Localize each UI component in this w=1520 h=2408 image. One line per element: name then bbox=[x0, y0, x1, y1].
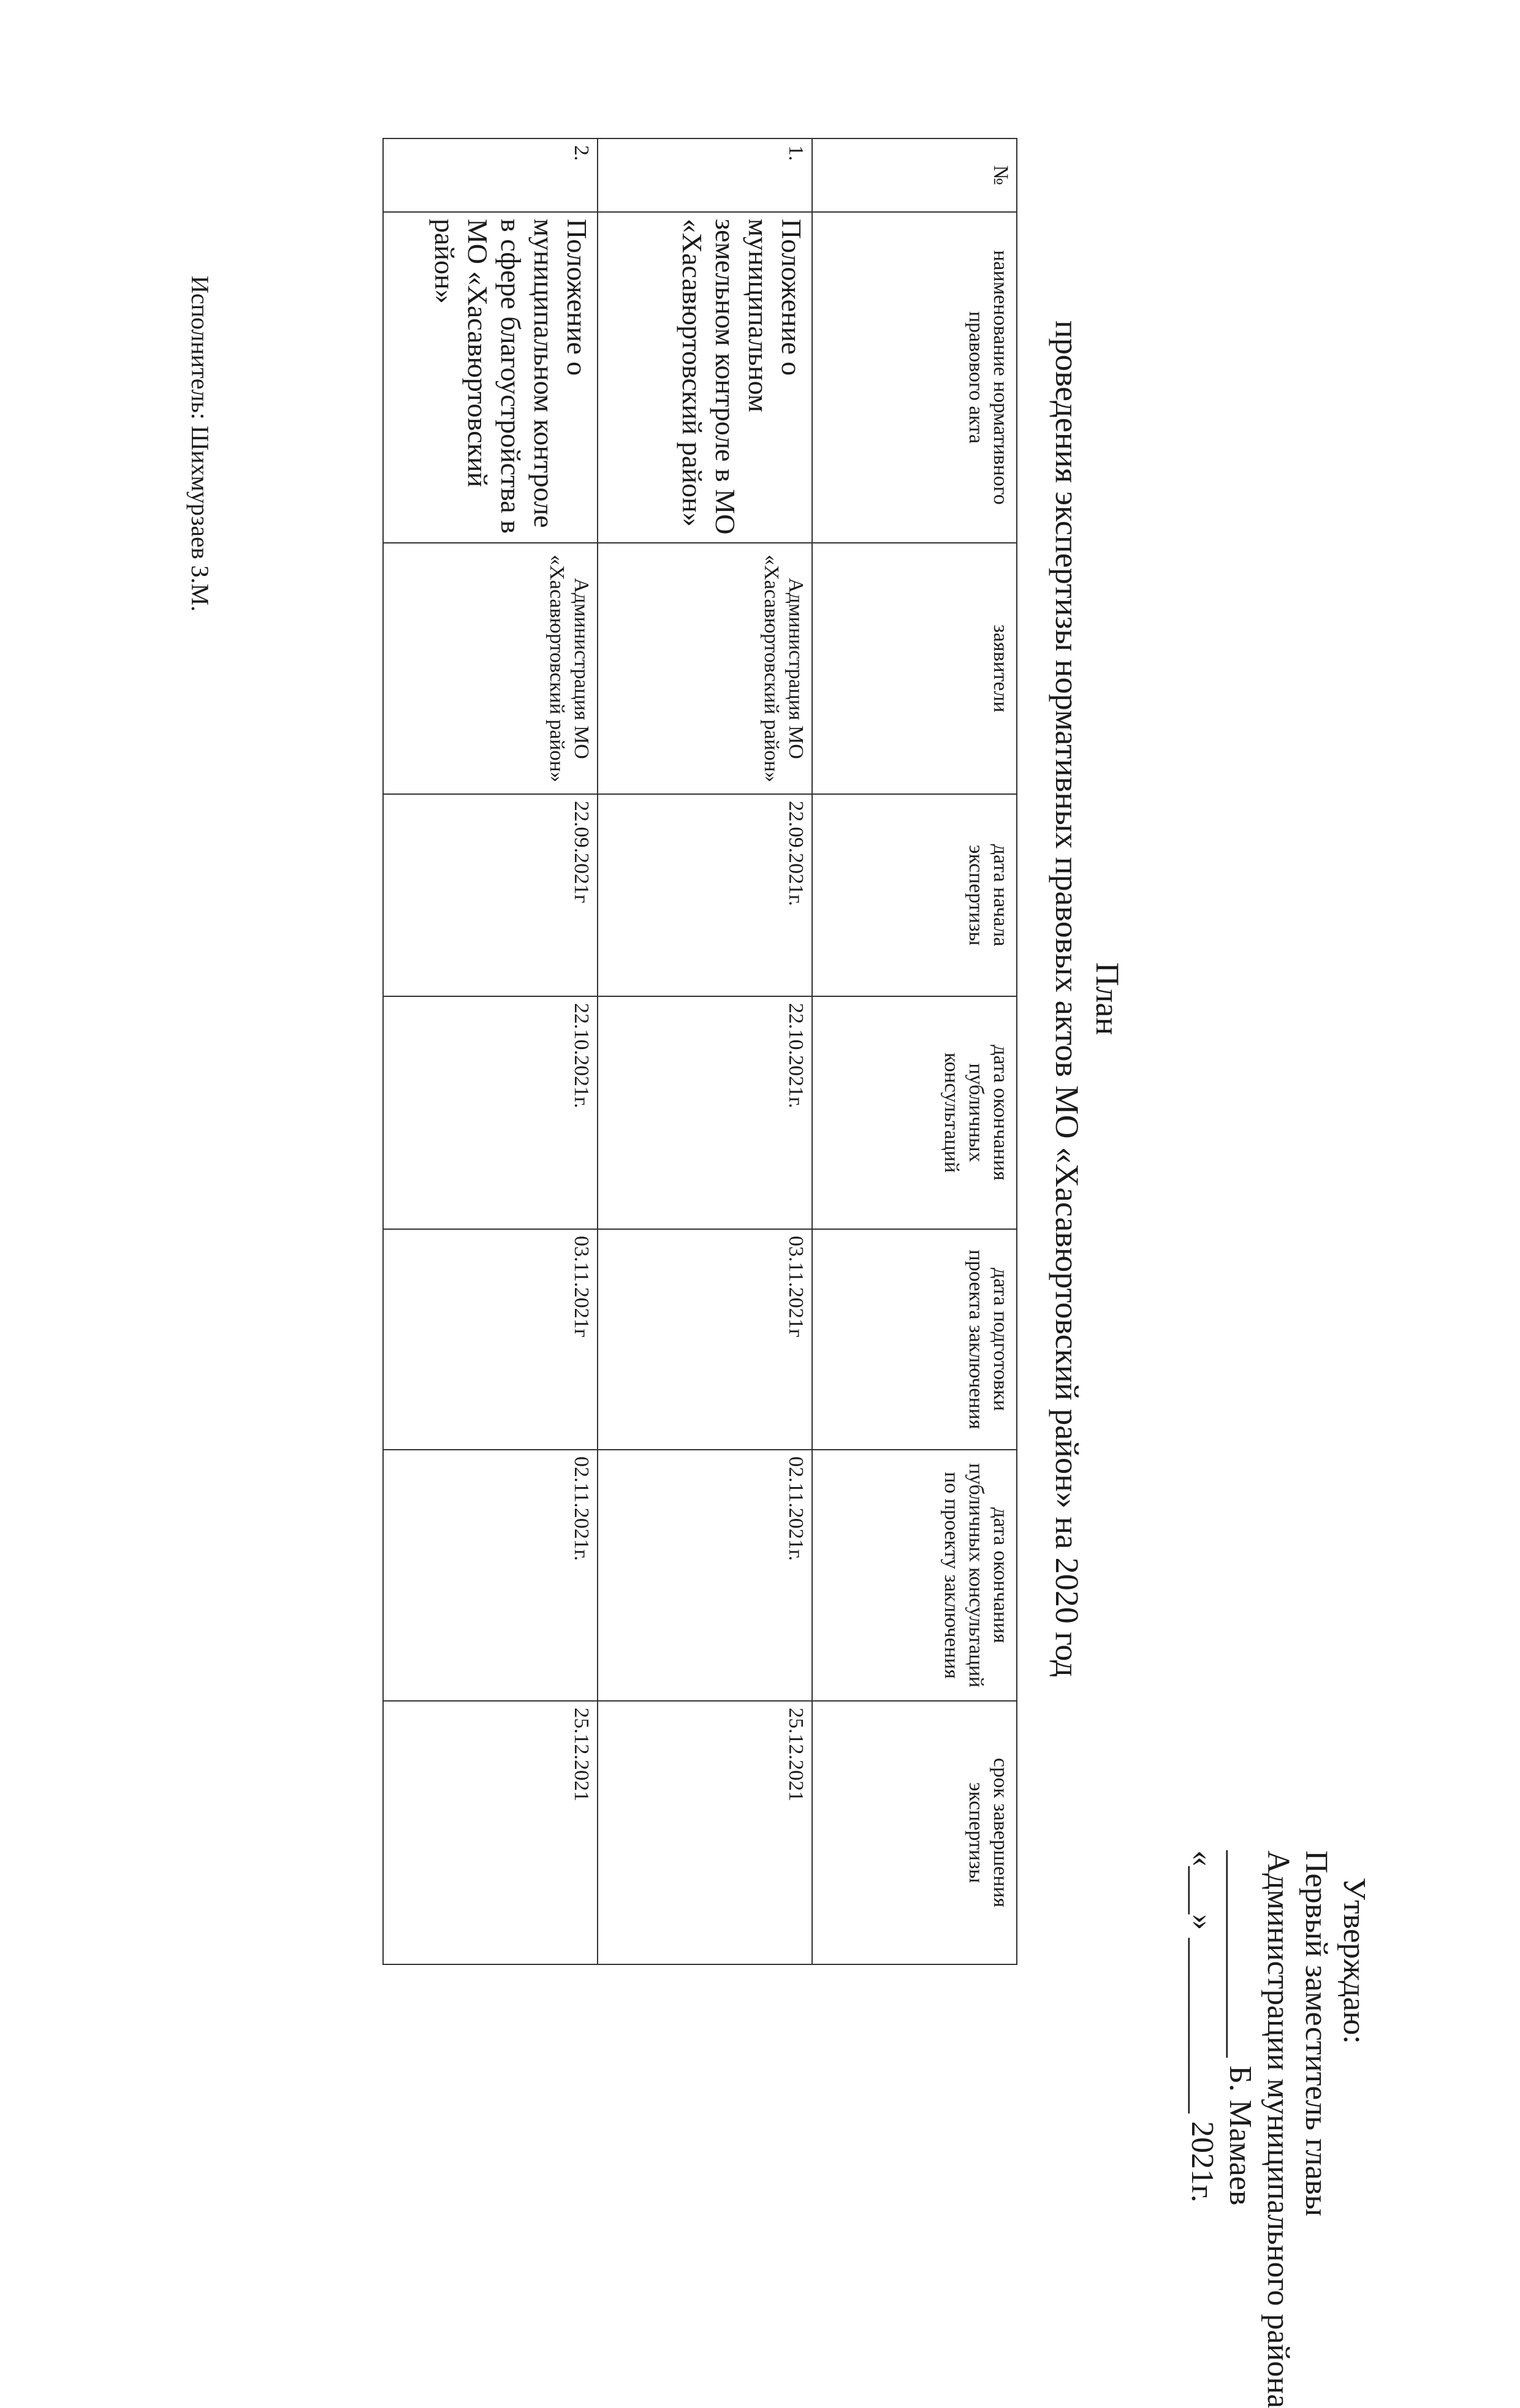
row-start-date: 22.09.2021г. bbox=[598, 794, 812, 996]
row-completion-date: 25.12.2021 bbox=[598, 1701, 812, 1964]
row-applicant: Администрация МО «Хасавюртовский район» bbox=[598, 543, 812, 794]
row-consultation-end: 22.10.2021г. bbox=[598, 996, 812, 1229]
executor-note: Исполнитель: Шихмурзаев З.М. bbox=[186, 276, 214, 612]
approval-date-line: «___» ___________ 2021г. bbox=[1185, 1850, 1220, 2203]
approval-position: Первый заместитель главы bbox=[1299, 1850, 1334, 2217]
row-number: 2. bbox=[383, 138, 598, 212]
row-act-name: Положение о муниципальном контроле в сфере благоустройства в МО «Хасавюртовский район» bbox=[383, 212, 598, 543]
header-applicants: заявители bbox=[812, 543, 1017, 794]
row-consultation-end: 22.10.2021г. bbox=[383, 996, 598, 1229]
title-main: План bbox=[1089, 962, 1126, 1036]
table-header-row bbox=[812, 138, 1017, 1964]
header-number: № bbox=[812, 138, 1017, 212]
row-draft-date: 03.11.2021г bbox=[598, 1229, 812, 1450]
row-applicant: Администрация МО «Хасавюртовский район» bbox=[383, 543, 598, 794]
row-draft-consultation-end: 02.11.2021г. bbox=[383, 1450, 598, 1701]
row-completion-date: 25.12.2021 bbox=[383, 1701, 598, 1964]
approval-block bbox=[1183, 1850, 1373, 2408]
row-start-date: 22.09.2021г bbox=[383, 794, 598, 996]
row-draft-date: 03.11.2021г bbox=[383, 1229, 598, 1450]
header-act-name: наименование нормативного правового акта bbox=[812, 212, 1017, 543]
approval-signature-line: _____________ Б. Мамаев bbox=[1223, 1850, 1258, 2206]
row-number: 1. bbox=[598, 138, 812, 212]
row-draft-consultation-end: 02.11.2021г. bbox=[598, 1450, 812, 1701]
header-completion-deadline: срок завершения экспертизы bbox=[812, 1701, 1017, 1964]
expertise-plan-table bbox=[382, 138, 1017, 1965]
approval-heading: Утверждаю: bbox=[1337, 1877, 1372, 2044]
header-draft-preparation: дата подготовки проекта заключения bbox=[812, 1229, 1017, 1450]
table-row bbox=[598, 138, 812, 1964]
table-row bbox=[383, 138, 598, 1964]
header-draft-consultation-end: дата окончания публичных консультаций по проекту заключения bbox=[812, 1450, 1017, 1701]
header-consultation-end: дата окончания публичных консультаций bbox=[812, 996, 1017, 1229]
approval-organization: Администрации муниципального района bbox=[1261, 1850, 1296, 2408]
document-title bbox=[1047, 233, 1128, 1765]
title-subtitle: проведения экспертизы нормативных правовых актов МО «Хасавюртовский район» на 2020 год bbox=[1049, 320, 1085, 1678]
row-act-name: Положение о муниципальном земельном контроле в МО «Хасавюртовский район» bbox=[598, 212, 812, 543]
header-start-date: дата начала экспертизы bbox=[812, 794, 1017, 996]
